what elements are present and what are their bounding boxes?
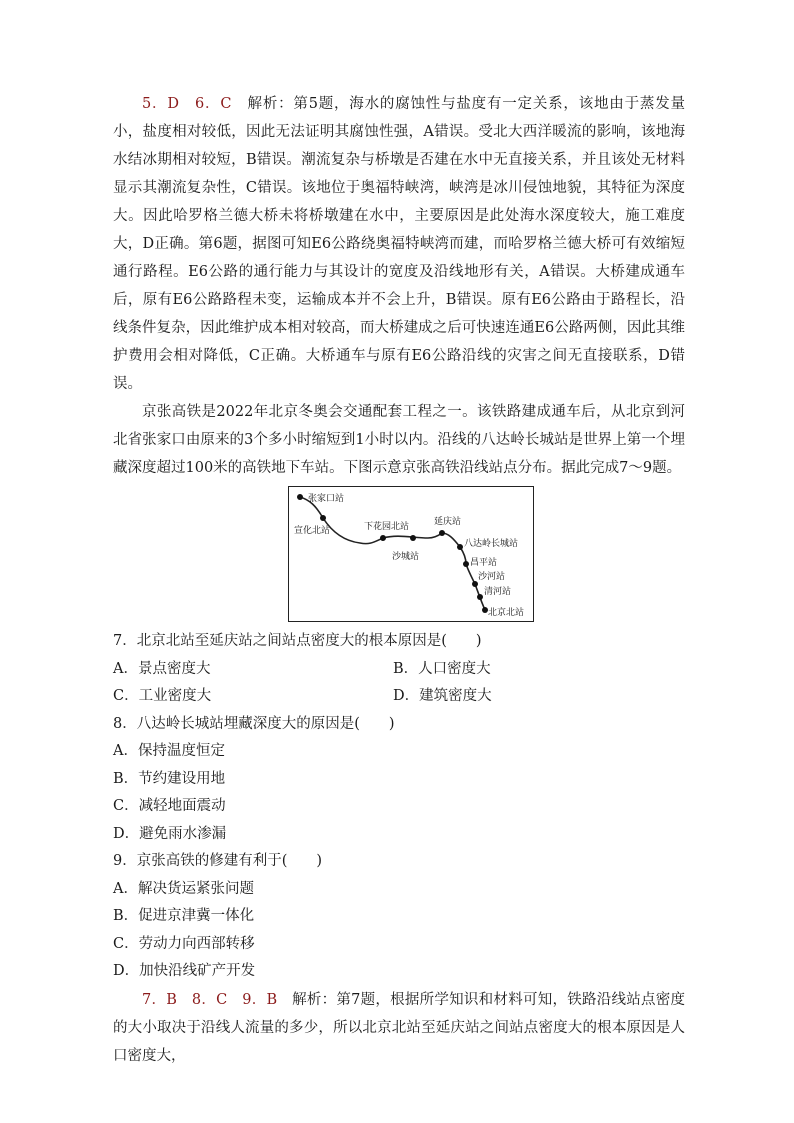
station-dot-xuanhuabei — [320, 515, 326, 521]
question-8-option-c: C．减轻地面震动 — [113, 798, 226, 814]
station-dot-shacheng — [410, 535, 416, 541]
station-label-qinghe: 清河站 — [484, 587, 512, 597]
station-dot-zhangjiakou — [297, 494, 303, 500]
railway-map — [288, 486, 534, 622]
station-label-badaling: 八达岭长城站 — [464, 539, 519, 549]
document-page — [113, 90, 685, 1070]
answer-key-7-9: 7．B 8．C 9．B — [142, 991, 278, 1008]
station-label-shacheng: 沙城站 — [392, 552, 420, 562]
station-label-xiahuayuanbei: 下花园北站 — [364, 522, 410, 532]
station-dot-changping — [463, 561, 469, 567]
question-7-option-d: D．建筑密度大 — [393, 688, 492, 704]
question-7-stem: 7．北京北站至延庆站之间站点密度大的根本原因是( ) — [113, 633, 482, 649]
question-8-option-a: A．保持温度恒定 — [113, 743, 225, 759]
question-8-option-d: D．避免雨水渗漏 — [113, 825, 227, 842]
question-9-stem: 9．京张高铁的修建有利于( ) — [113, 853, 323, 869]
question-7-options-row2 — [113, 683, 685, 711]
station-label-yanqing: 延庆站 — [434, 517, 462, 527]
station-label-zhangjiakou: 张家口站 — [308, 494, 345, 504]
station-dot-badaling — [457, 544, 463, 550]
station-dot-qinghe — [477, 594, 483, 600]
station-label-changping: 昌平站 — [470, 558, 498, 568]
question-9-option-b: B．促进京津冀一体化 — [113, 908, 255, 924]
question-7 — [113, 628, 685, 711]
analysis-text-5-6: 解析：第5题，海水的腐蚀性与盐度有一定关系，该地由于蒸发量小，盐度相对较低，因此无法证明其腐蚀性强，A错误。受北大西洋暖流的影响，该地海水结冰期相对较短，B错误。潮流复杂与桥墩是否建在水中无直接关系，并且该处无材料显示其潮流复杂性，C错误。该地位于奥福特峡湾，峡湾是冰川侵蚀地貌，其特征为深度大。因此哈罗格兰德大桥未将桥墩建在水中，主要原因是此处海水深度较大，施工难度大，D正确。第6题，据图可知E6公路绕奥福特峡湾而建，而哈罗格兰德大桥可有效缩短通行路程。E6公路的通行能力与其设计的宽度及沿线地形有关，A错误。大桥建成通车后，原有E6公路路程未变，运输成本并不会上升，B错误。原有E6公路由于路程长，沿线条件复杂，因此维护成本相对较高，而大桥建成之后可快速连通E6公路两侧，因此其维护费用会相对降低，C正确。大桥通车与原有E6公路沿线的灾害之间无直接联系，D错误。 — [113, 96, 685, 392]
question-9-option-a: A．解决货运紧张问题 — [113, 880, 254, 897]
station-label-beijingbei: 北京北站 — [488, 608, 525, 618]
station-label-xuanhuabei: 宣化北站 — [294, 526, 331, 536]
question-8-option-b: B．节约建设用地 — [113, 770, 226, 787]
answer-key-5-6: 5．D 6．C — [142, 96, 232, 112]
railway-map-figure — [113, 486, 685, 622]
question-9-option-c: C．劳动力向西部转移 — [113, 935, 255, 952]
question-7-option-b: B．人口密度大 — [393, 660, 491, 677]
question-7-option-c: C．工业密度大 — [113, 688, 212, 704]
analysis-text-7-9: 解析：第7题，根据所学知识和材料可知，铁路沿线站点密度的大小取决于沿线人流量的多少，所以北京北站至延庆站之间站点密度大的根本原因是人口密度大， — [113, 991, 685, 1064]
analysis-paragraph-5-6 — [113, 90, 685, 398]
station-dot-xiahuayuanbei — [380, 535, 386, 541]
analysis-paragraph-7-9 — [113, 986, 685, 1070]
question-8-stem: 8．八达岭长城站埋藏深度大的原因是( ) — [113, 715, 395, 732]
question-9 — [113, 848, 685, 986]
question-7-option-a: A．景点密度大 — [113, 660, 211, 677]
station-label-shahe: 沙河站 — [478, 572, 506, 582]
question-7-options-row1 — [113, 656, 685, 684]
station-dot-yanqing — [439, 530, 445, 536]
material-paragraph-7-9: 京张高铁是2022年北京冬奥会交通配套工程之一。该铁路建成通车后，从北京到河北省张家口由原来的3个多小时缩短到1小时以内。沿线的八达岭长城站是世界上第一个埋藏深度超过100米的高铁地下车站。下图示意京张高铁沿线站点分布。据此完成7～9题。 — [113, 404, 685, 476]
question-8 — [113, 711, 685, 849]
question-9-option-d: D．加快沿线矿产开发 — [113, 963, 256, 979]
